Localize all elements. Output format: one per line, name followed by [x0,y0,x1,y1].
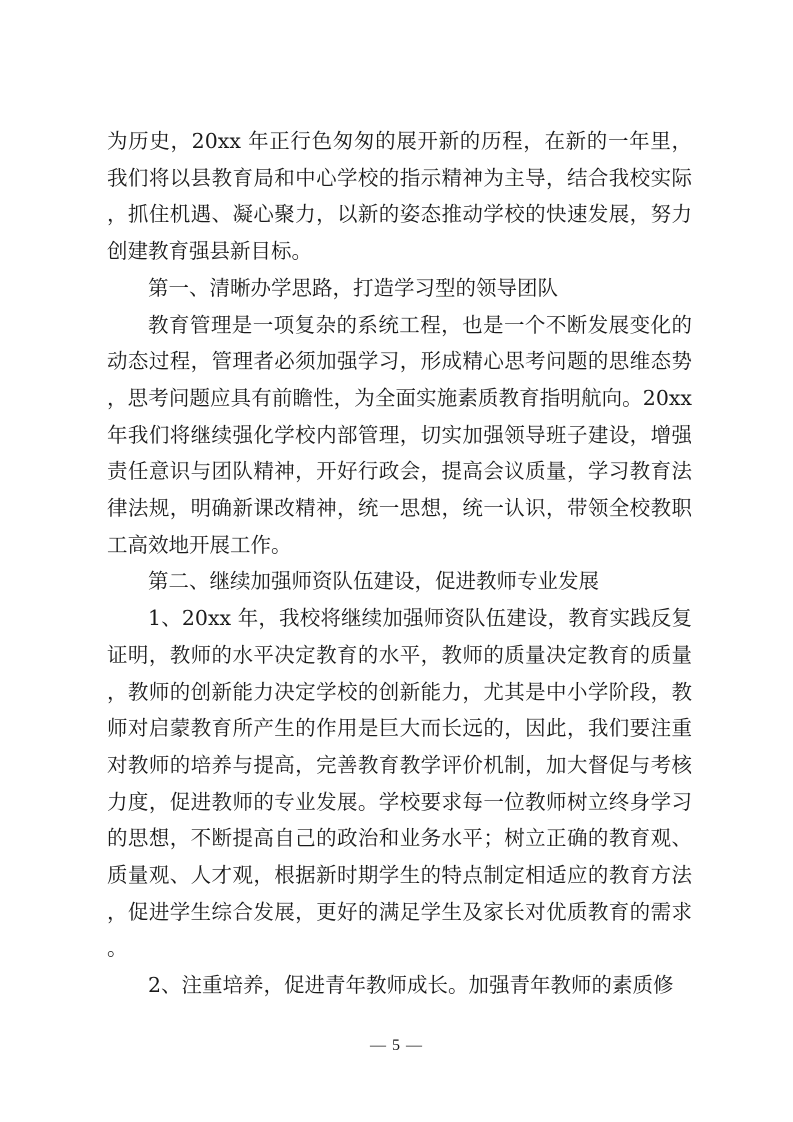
paragraph-management: 教育管理是一项复杂的系统工程，也是一个不断发展变化的动态过程，管理者必须加强学习，形成精心思考问题的思维态势，思考问题应具有前瞻性，为全面实施素质教育指明航向。20xx 年我们将继续强化学校内部管理，切实加强领导班子建设，增强责任意识与团队精神，开好行政会，提高会议质量，学习教育法律法规，明确新课改精神，统一思想，统一认识，带领全校教职工高效地开展工作。 [107,312,692,557]
paragraph-item-2: 2、注重培养，促进青年教师成长。加强青年教师的素质修 [148,973,674,998]
paragraph-item-1: 1、20xx 年，我校将继续加强师资队伍建设，教育实践反复证明，教师的水平决定教育的水平，教师的质量决定教育的质量，教师的创新能力决定学校的创新能力，尤其是中小学阶段，教师对启蒙教育所产生的作用是巨大而长远的，因此，我们要注重对教师的培养与提高，完善教育教学评价机制，加大督促与考核力度，促进教师的专业发展。学校要求每一位教师树立终身学习的思想，不断提高自己的政治和业务水平；树立正确的教育观、质量观、人才观，根据新时期学生的特点制定相适应的教育方法，促进学生综合发展，更好的满足学生及家长对优质教育的需求。 [107,606,692,961]
section-heading-1: 第一、清晰办学思路，打造学习型的领导团队 [148,275,558,300]
document-body [107,123,692,1004]
page-number: — 5 — [370,1037,423,1054]
section-heading-2: 第二、继续加强师资队伍建设，促进教师专业发展 [148,569,599,594]
paragraph-continuation: 为历史，20xx 年正行色匆匆的展开新的历程，在新的一年里，我们将以县教育局和中心学校的指示精神为主导，结合我校实际，抓住机遇、凝心聚力，以新的姿态推动学校的快速发展，努力创建教育强县新目标。 [107,129,692,264]
